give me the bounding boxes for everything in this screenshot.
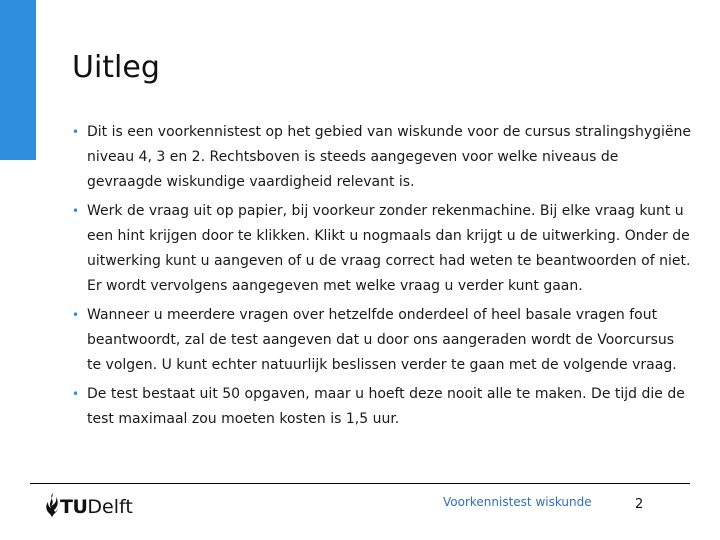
page-number: 2 [635,497,644,512]
bullet-dot-icon: • [72,204,80,218]
bullet-text: De test bestaat uit 50 opgaven, maar u hoeft deze nooit alle te maken. De tijd die de test maximaal zou moeten kosten is 1,5 uur. [87,386,685,427]
bullet-item [72,120,692,195]
logo-tu-text: TU [60,496,88,518]
bullet-text: Wanneer u meerdere vragen over hetzelfde onderdeel of heel basale vragen fout beantwoordt, zal de test aangeven dat u door ons aangeraden wordt de Voorcursus te volgen. U kunt echter natuurlijk beslissen verder te gaan met de volgende vraag. [87,307,677,373]
footer-divider [30,483,690,484]
bullet-dot-icon: • [72,387,80,401]
bullet-item [72,382,692,432]
footer-label: Voorkennistest wiskunde [443,495,592,509]
bullet-text: Werk de vraag uit op papier, bij voorkeur zonder rekenmachine. Bij elke vraag kunt u een hint krijgen door te klikken. Klikt u nogmaals dan krijgt u de uitwerking. Onder de uitwerking kunt u aangeven of u de vraag correct had weten te beantwoorden of niet. Er wordt vervolgens aangegeven met welke vraag u verder kunt gaan. [87,203,691,294]
bullet-item [72,303,692,378]
accent-bar [0,0,36,160]
bullet-dot-icon: • [72,125,80,139]
bullet-text: Dit is een voorkennistest op het gebied van wiskunde voor de cursus stralingshygiëne niveau 4, 3 en 2. Rechtsboven is steeds aangegeven voor welke niveaus de gevraagde wiskundige vaardigheid relevant is. [87,124,691,190]
slide-title: Uitleg [72,50,160,85]
bullet-list [72,120,692,436]
bullet-dot-icon: • [72,308,80,322]
tu-delft-flame-icon [44,492,60,518]
tu-delft-logo [44,490,133,518]
bullet-item [72,199,692,299]
logo-delft-text: Delft [87,496,133,518]
